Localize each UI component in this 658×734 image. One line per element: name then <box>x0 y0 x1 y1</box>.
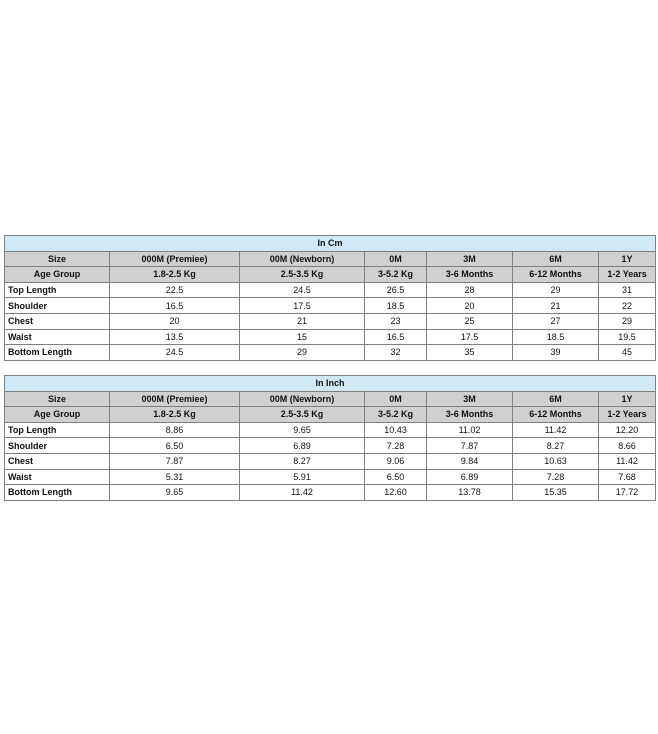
measurement-label: Top Length <box>5 422 110 438</box>
measurement-value: 11.02 <box>427 422 513 438</box>
measurement-value: 7.87 <box>110 453 240 469</box>
measurement-value: 26.5 <box>365 282 427 298</box>
measurement-value: 21 <box>513 298 599 314</box>
size-header-cell: 0M <box>365 391 427 407</box>
measurement-label: Shoulder <box>5 438 110 454</box>
measurement-value: 45 <box>599 345 656 361</box>
age-group-label: Age Group <box>5 407 110 423</box>
size-label: Size <box>5 251 110 267</box>
age-group-cell: 2.5-3.5 Kg <box>240 267 365 283</box>
size-header-cell: 1Y <box>599 251 656 267</box>
size-header-cell: 3M <box>427 251 513 267</box>
table-row <box>5 298 656 314</box>
measurement-value: 8.66 <box>599 438 656 454</box>
measurement-value: 8.27 <box>240 453 365 469</box>
age-group-label: Age Group <box>5 267 110 283</box>
age-group-cell: 3-6 Months <box>427 407 513 423</box>
table-title: In Cm <box>5 236 656 252</box>
age-group-cell: 6-12 Months <box>513 407 599 423</box>
measurement-label: Waist <box>5 329 110 345</box>
size-header-cell: 00M (Newborn) <box>240 251 365 267</box>
measurement-value: 29 <box>240 345 365 361</box>
measurement-value: 7.68 <box>599 469 656 485</box>
table-row <box>5 345 656 361</box>
measurement-value: 10.43 <box>365 422 427 438</box>
measurement-value: 18.5 <box>513 329 599 345</box>
measurement-value: 17.5 <box>427 329 513 345</box>
size-label: Size <box>5 391 110 407</box>
measurement-value: 17.72 <box>599 485 656 501</box>
measurement-value: 18.5 <box>365 298 427 314</box>
measurement-value: 23 <box>365 313 427 329</box>
age-group-cell: 3-5.2 Kg <box>365 267 427 283</box>
measurement-value: 7.87 <box>427 438 513 454</box>
measurement-value: 8.27 <box>513 438 599 454</box>
measurement-value: 31 <box>599 282 656 298</box>
measurement-value: 7.28 <box>365 438 427 454</box>
measurement-value: 29 <box>513 282 599 298</box>
measurement-value: 19.5 <box>599 329 656 345</box>
size-header-cell: 0M <box>365 251 427 267</box>
measurement-value: 12.20 <box>599 422 656 438</box>
measurement-value: 29 <box>599 313 656 329</box>
table-row <box>5 313 656 329</box>
measurement-label: Chest <box>5 313 110 329</box>
table-row <box>5 485 656 501</box>
age-group-cell: 1-2 Years <box>599 267 656 283</box>
size-chart-cm-table <box>4 235 656 361</box>
table-row <box>5 469 656 485</box>
measurement-value: 13.78 <box>427 485 513 501</box>
measurement-value: 39 <box>513 345 599 361</box>
measurement-value: 10.63 <box>513 453 599 469</box>
measurement-value: 12.60 <box>365 485 427 501</box>
measurement-value: 20 <box>427 298 513 314</box>
measurement-value: 20 <box>110 313 240 329</box>
measurement-value: 35 <box>427 345 513 361</box>
measurement-value: 15.35 <box>513 485 599 501</box>
measurement-label: Top Length <box>5 282 110 298</box>
measurement-label: Shoulder <box>5 298 110 314</box>
measurement-value: 22.5 <box>110 282 240 298</box>
measurement-value: 8.86 <box>110 422 240 438</box>
measurement-value: 6.89 <box>240 438 365 454</box>
size-header-cell: 6M <box>513 391 599 407</box>
measurement-value: 7.28 <box>513 469 599 485</box>
measurement-value: 24.5 <box>110 345 240 361</box>
size-chart-inch-table <box>4 375 656 501</box>
size-header-row <box>5 391 656 407</box>
table-row <box>5 453 656 469</box>
measurement-value: 21 <box>240 313 365 329</box>
measurement-value: 9.06 <box>365 453 427 469</box>
age-group-cell: 1.8-2.5 Kg <box>110 407 240 423</box>
measurement-value: 13.5 <box>110 329 240 345</box>
age-group-cell: 1-2 Years <box>599 407 656 423</box>
measurement-label: Waist <box>5 469 110 485</box>
size-header-cell: 000M (Premiee) <box>110 391 240 407</box>
size-header-cell: 00M (Newborn) <box>240 391 365 407</box>
measurement-value: 15 <box>240 329 365 345</box>
table-row <box>5 438 656 454</box>
measurement-label: Chest <box>5 453 110 469</box>
measurement-value: 6.89 <box>427 469 513 485</box>
measurement-value: 17.5 <box>240 298 365 314</box>
measurement-value: 5.91 <box>240 469 365 485</box>
table-row <box>5 329 656 345</box>
measurement-value: 28 <box>427 282 513 298</box>
measurement-value: 11.42 <box>240 485 365 501</box>
age-group-cell: 2.5-3.5 Kg <box>240 407 365 423</box>
size-header-cell: 000M (Premiee) <box>110 251 240 267</box>
age-group-cell: 1.8-2.5 Kg <box>110 267 240 283</box>
measurement-value: 27 <box>513 313 599 329</box>
measurement-value: 6.50 <box>365 469 427 485</box>
measurement-value: 22 <box>599 298 656 314</box>
measurement-value: 9.65 <box>240 422 365 438</box>
measurement-value: 9.84 <box>427 453 513 469</box>
age-group-cell: 6-12 Months <box>513 267 599 283</box>
size-header-row <box>5 251 656 267</box>
measurement-value: 16.5 <box>110 298 240 314</box>
age-group-cell: 3-5.2 Kg <box>365 407 427 423</box>
measurement-value: 9.65 <box>110 485 240 501</box>
measurement-value: 32 <box>365 345 427 361</box>
size-header-cell: 6M <box>513 251 599 267</box>
measurement-label: Bottom Length <box>5 485 110 501</box>
measurement-label: Bottom Length <box>5 345 110 361</box>
measurement-value: 25 <box>427 313 513 329</box>
measurement-value: 24.5 <box>240 282 365 298</box>
table-title: In Inch <box>5 376 656 392</box>
measurement-value: 11.42 <box>599 453 656 469</box>
table-row <box>5 422 656 438</box>
measurement-value: 6.50 <box>110 438 240 454</box>
age-group-header-row <box>5 267 656 283</box>
size-header-cell: 1Y <box>599 391 656 407</box>
measurement-value: 16.5 <box>365 329 427 345</box>
age-group-header-row <box>5 407 656 423</box>
measurement-value: 11.42 <box>513 422 599 438</box>
measurement-value: 5.31 <box>110 469 240 485</box>
age-group-cell: 3-6 Months <box>427 267 513 283</box>
size-header-cell: 3M <box>427 391 513 407</box>
table-row <box>5 282 656 298</box>
